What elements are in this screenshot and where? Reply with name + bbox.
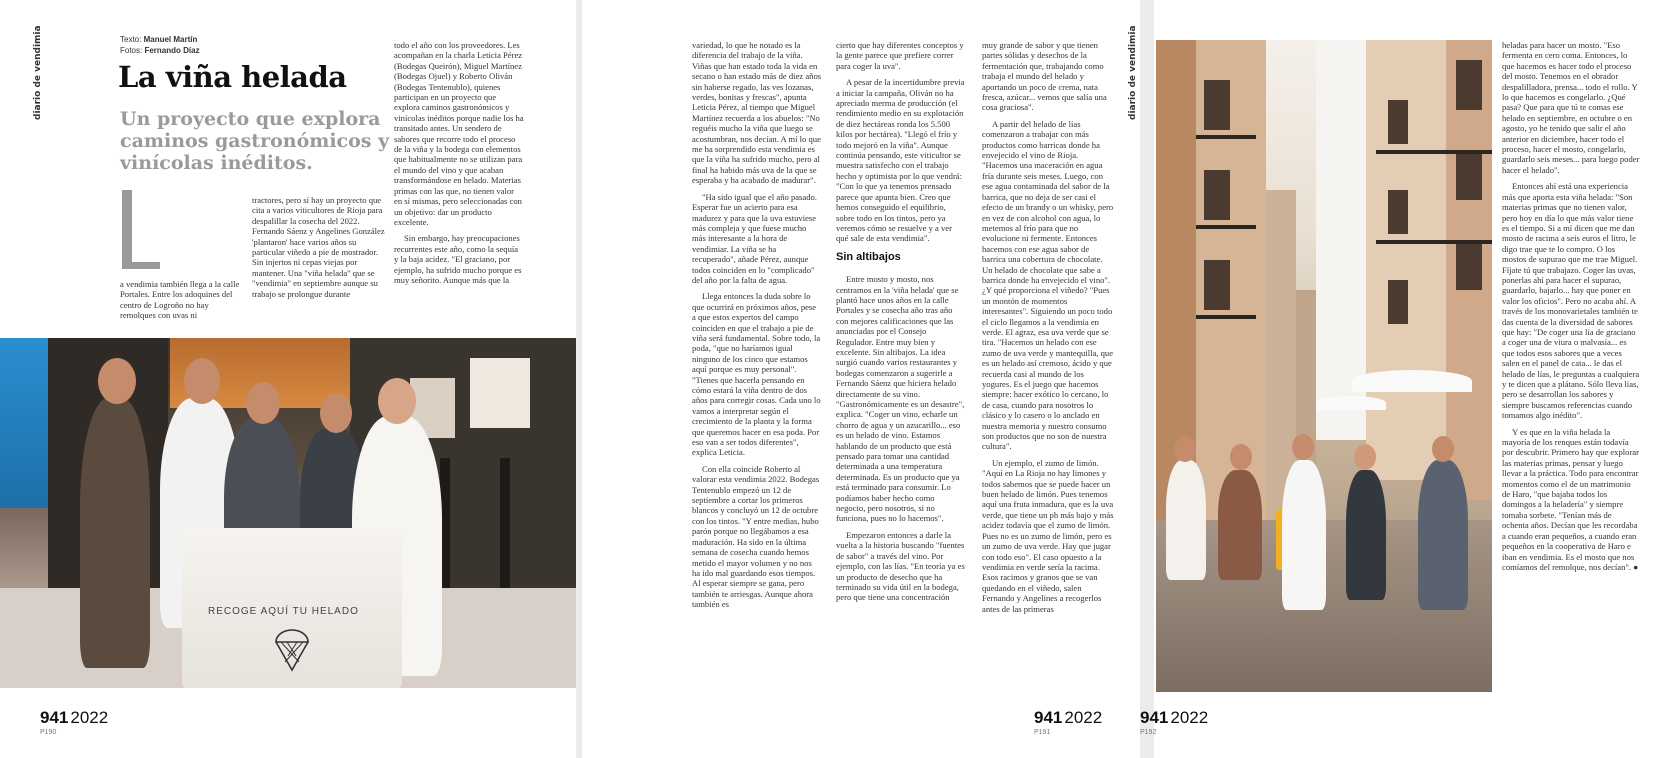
ice-cream-counter <box>182 528 402 688</box>
section-tab: diario de vendimia <box>33 25 43 120</box>
column-p191-2: cierto que hay diferentes conceptos y la gente parece que prefiere correr para coger la uva". A pesar de la incertidumbre previa a iniciar la campaña, Oliván no ha apreciado merma de producción (el rendimiento medio en su explotación de diez hectáreas ronda los 5.500 kilos por hectárea). "Llegó el frío y todo mejoró en la viña". Aunque continúa pensando, este viticultor se muestra satisfecho con el trabajo hecho y optimista por lo que vendrá: "Con lo que ya tenemos prensado parece que apunta bien. Creo que hemos conseguido el equilibrio, sobre todo en los tintos, pero ya veremos cómo se resuelve y a ver qué sale de esta vendimia". Sin altibajos Entre mosto y mosto, nos centramos en la 'viña helada' que se plantó hace unos años en la calle Portales y se cosecha año tras año con mejores calificaciones que las anunciadas por el Consejo Regulador. Entre muy bien y excelente. Sin altibajos. La idea surgió cuando varios restaurantes y bodegas comenzaron a sugerirle a Fernando Sáenz que hiciera helado directamente de su vino. "Gastronómicamente es un desastre", explica. "Coger un vino, echarle un chorro de agua y un azucarillo... eso es un helado de vino. Estamos hablando de un producto que está pensado para tomar una cantidad determinada a una temperatura determinada. Es un producto que ya está terminado para consumir. Lo podíamos haber hecho como negocio, pero nosotros, si no funciona, pues no lo hacemos". Empezaron entonces a darle la vuelta a la historia buscando "fuentes de sabor" a través del vino. Por ejemplo, con las lías. "En teoría ya es un producto de desecho que ha terminado su vida útil en la bodega, pero que tiene una concentración <box>836 40 965 603</box>
blue-display-panel <box>0 338 48 508</box>
folio-p192: 941 2022 P192 <box>1140 708 1209 736</box>
photo-street-portales <box>1156 40 1492 692</box>
section-tab-p192: diario de vendimia <box>1128 25 1138 120</box>
credits: Texto: Manuel Martín Fotos: Fernando Díaz <box>120 35 200 55</box>
page-gap-1 <box>576 0 582 758</box>
page-gap-2 <box>1140 0 1154 758</box>
column-p190-3: todo el año con los proveedores. Les acompañan en la charla Leticia Pérez (Bodegas Queirón), Miguel Martínez (Bodegas Ojuel) y Roberto Oliván (Bodegas Tentenublo), quienes participan en un proyecto que explora caminos gastronómicos y vinícolas inéditos porque nadie los ha transitado antes. Un sendero de sabores que recorre todo el proceso de la viña y la bodega con elementos que habitualmente no se utilizan para el mundo del vino y que acaban transformándose en helado. Materias primas con las que, no tienen valor en sí mismas, pero seleccionadas con un objetivo: dar un producto excelente. Sin embargo, hay preocupaciones recurrentes este año, como la sequía y la baja acidez. "El graciano, por ejemplo, ha sufrido mucho porque es muy señorito. Aunque más que la <box>394 40 524 285</box>
dropcap-l <box>122 190 162 270</box>
column-p190-1: a vendimia también llega a la calle Portales. Entre los adoquines del centro de Logroño no hay remolques con uvas ni <box>120 279 240 321</box>
photo-ice-cream-shop <box>0 338 576 688</box>
article-subtitle: Un proyecto que explora caminos gastronómicos y vinícolas inéditos. <box>120 108 390 174</box>
subheading-sin-altibajos: Sin altibajos <box>836 250 901 263</box>
column-p192-1: heladas para hacer un mosto. "Eso fermenta en cero coma. Entonces, lo que hacemos es hacer todo el proceso del mosto. Tenemos en el obrador despalilladora, prensa... todo el rollo. Y lo que hacemos es congelarlo. ¿Qué pasa? Que para que tú te comas ese helado en septiembre, en octubre o en agosto, yo he tenido que salir el año anterior en diciembre, hacer todo el proceso, hacer el mosto, congelarlo, guardarlo seis meses... para luego poder hacer el helado". Entonces ahí está una experiencia más que aporta esta viña helada: "Son materias primas que no tienen valor, pero hoy en día lo que más valor tiene es el tiempo. Si a mí dicen que me dan mosto de racima a seis euros el litro, le digo trae que te lo compro. O los mostos de supurao que me trae Miguel. Fíjate tú que trabajazo. Coger las uvas, ponerlas ahí para hacer el supurao, guardarlo, bajarlo... hay que poner en valor los oficios". Pero no acaba ahí. A través de los monovarietales también te das cuenta de la diversidad de sabores que hay: "De coger una lía de graciano a coger una de viura o malvasía... es que todos esos sabores que a veces salen en el panel de cata... le das el helado de lías, le preguntas a cualquiera y te dicen que a plátano. Sólo lleva lías, pero se desarrollan los sabores y siempre buscamos referencias cuando tomamos algo inédito". Y es que en la viña helada la mayoría de los renques están todavía por descubrir. Primero hay que explorar las materias primas, pensar y luego llevar a la práctica. Todo para encontrar momentos como el de un matrimonio de Haro, "que bajaba todos los domingos a la heladería" y siempre tomaba sorbete. "Tenían más de ochenta años. Decían que les recordaba a cuando eran pequeños, a cuando eran pequeños en la cooperativa de Haro e iban en vendimia. Es el mosto que nos comíamos del remolque, nos decían". ● <box>1502 40 1640 572</box>
counter-sign: RECOGE AQUÍ TU HELADO <box>208 606 359 617</box>
ice-cream-cone-icon <box>272 628 312 672</box>
column-p190-2: tractores, pero sí hay un proyecto que cita a varios viticultores de Rioja para despalillar la cosecha del 2022. Fernando Sáenz y Angelines González 'plantaron' hace varios años su particular viñedo a pie de mostrador. Sin injertos ni cepas viejas por mantener. Una "viña helada" que se "vendimia" en septiembre aunque su trabajo se prolongue durante <box>252 195 385 299</box>
column-p191-1: variedad, lo que he notado es la diferencia del trabajo de la viña. Viñas que han estado toda la vida en secano o han estado más de diez años sin haberse regado, las ves lozanas, verdes, bonitas y frescas", apunta Leticia Pérez, al tiempo que Miguel Martínez recuerda a los abuelos: "No reguéis mucho la viña que luego se acostumbran, nos decían. A mí lo que me ha sorprendido esta vendimia es que la viña ha sufrido mucho, pero al final ha habido más uva de la que se esperaba y ha acabado de madurar". "Ha sido igual que el año pasado. Esperar fue un acierto para esa madurez y para que la uva estuviese más compleja y que fuese mucho más interesante a la hora de vendimiar. La viña se ha recuperado", añade Pérez, aunque todos coinciden en lo "complicado" del año por la falta de agua. Llega entonces la duda sobre lo que ocurrirá en próximos años, pese a que estos expertos del campo coinciden en que el trabajo a pie de viña será fundamental. Sobre todo, la poda, "que no haríamos igual ninguno de los cinco que estamos aquí porque es muy personal". "Tienes que hacerla pensando en cómo estará la viña dentro de dos años para corregir cosas. Cada uno lo vamos a interpretar según el crecimiento de la planta y la forma que queremos hacer en esa poda. Por eso van a ser todos diferentes", explica Leticia. Con ella coincide Roberto al valorar esta vendimia 2022. Bodegas Tentenublo empezó un 12 de septiembre a cortar los primeros blancos y concluyó un 12 de octubre con los tintos. "Y entre medias, hubo parón porque no llegábamos a esa maduración. Ha sido en la última semana de cosecha cuando hemos metido el mayor volumen y no nos ha ido mal guardando esos tiempos. Al esperar siempre se gana, pero también te arriesgas. Aunque ahora también es <box>692 40 822 610</box>
folio-p191: 941 2022 P191 <box>1034 708 1103 736</box>
folio-p190: 941 2022 P190 <box>40 708 109 736</box>
text-author: Manuel Martín <box>143 35 198 44</box>
article-title: La viña helada <box>118 60 347 94</box>
column-p191-3: muy grande de sabor y que tienen partes sólidas y desechos de la fermentación que, trabajando como trabaja el mundo del helado y aportando un poco de crema, nata fresca, azúcar... vemos que salía una cosa graciosa". A partir del helado de lías comenzaron a trabajar con más productos como barricas donde ha envejecido el vino de Rioja. "Hacemos una maceración en agua fría durante seis meses. Luego, con ese agua contaminada del sabor de la barrica, que no deja de ser casi el efecto de un brandy o un whisky, pero en vez de con alcohol con agua, lo metemos al frío para que no evolucione ni fermente. Entonces hacemos con ese agua sabor de barrica una cobertura de chocolate. Un helado de chocolate que sabe a barrica donde ha envejecido el vino". ¿Y qué proporciona el viñedo? "Pues un montón de momentos interesantes". Siguiendo un poco todo el ciclo llegamos a la vendimia en verde. El agraz, esa uva verde que se tira. "Hacemos un helado con ese zumo de uva verde y mantequilla, que es un helado así cremoso, ácido y que recuerda casi al mundo de los yogures. Es el juego que hacemos siempre: hacer exótico lo cercano, lo de casa, cuando para nosotros lo clásico y lo casero o lo anclado en nuestra memoria y nuestro consumo son productos que no son de nuestra cultura". Un ejemplo, el zumo de limón. "Aquí en La Rioja no hay limones y todos sabemos que se puede hacer un buen helado de limón. Pues tenemos aquí una fruta inmadura, que es la uva verde, que tiene un ph más bajo y más acidez todavía que el zumo de limón. Pues no es un zumo de limón, pero es un zumo de uva verde. Hay que jugar con todo eso". El caso opuesto a la vendimia en verde sería la racima. Esos racimos y granos que se van quedando en el viñedo, salen Fernando y Angelines a recogerlos antes de las primeras <box>982 40 1114 614</box>
photo-author: Fernando Díaz <box>144 46 200 55</box>
